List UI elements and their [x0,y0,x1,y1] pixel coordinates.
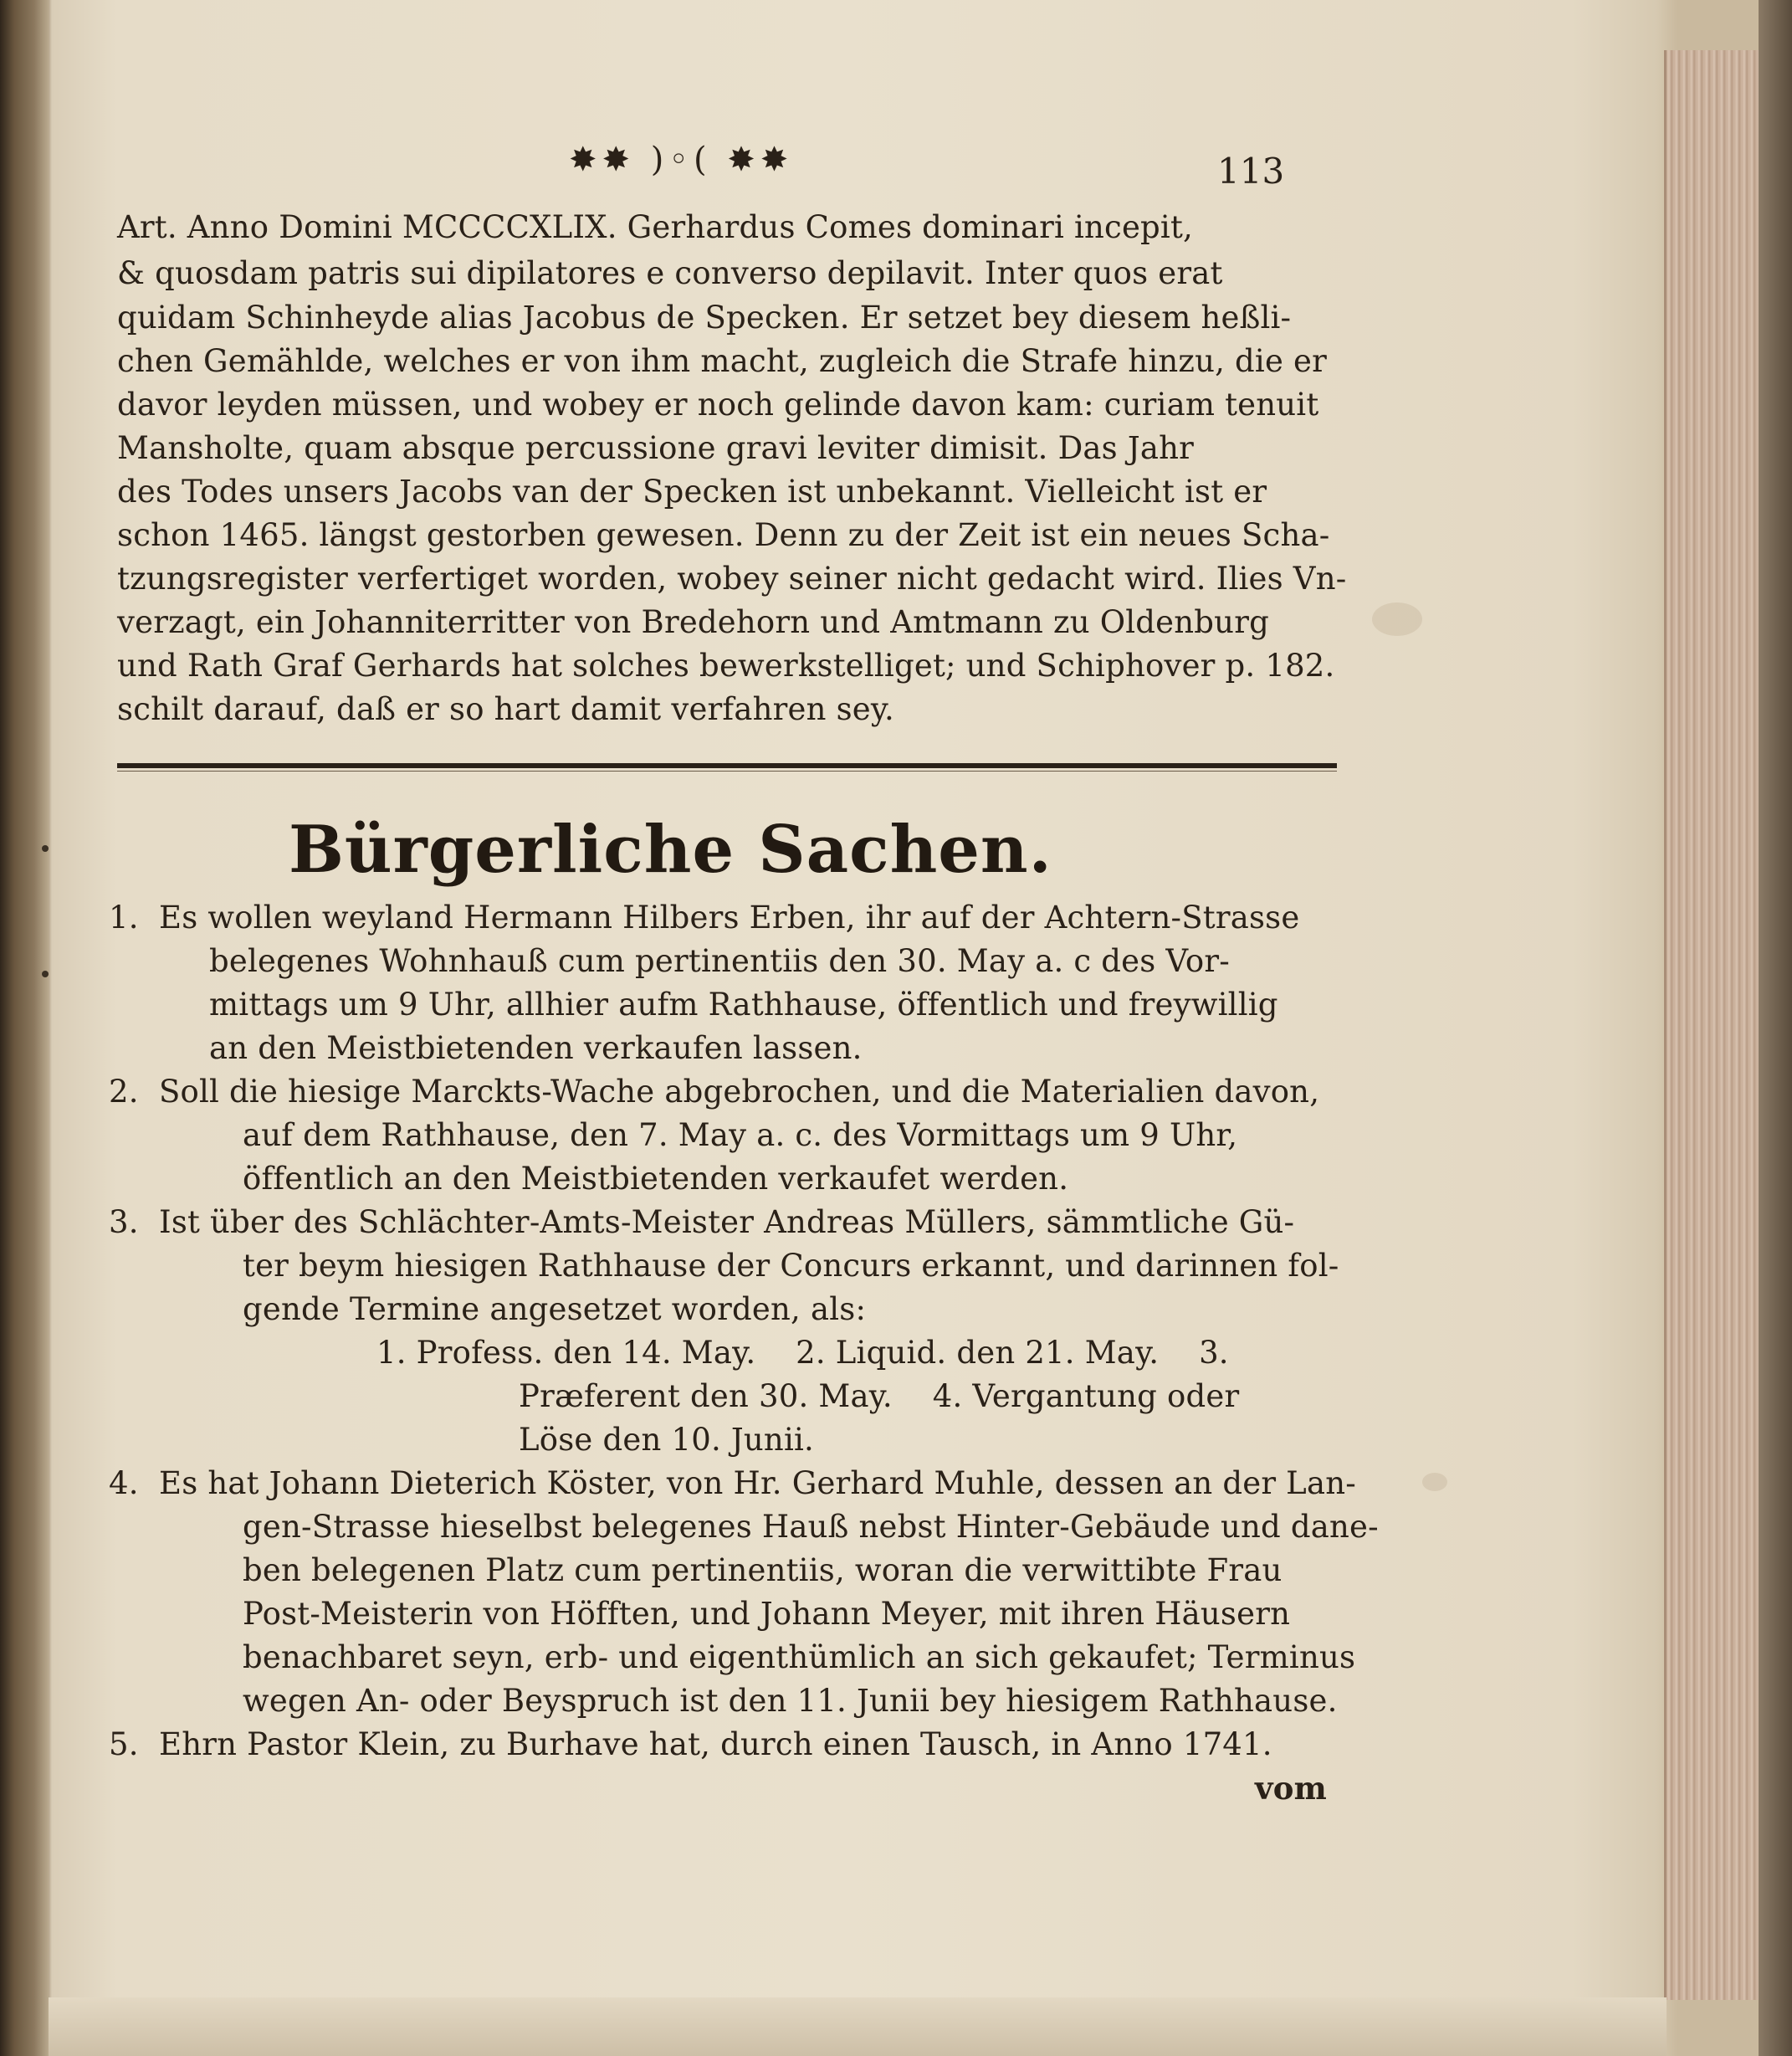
paragraph-line: verzagt, ein Johanniterritter von Bredehorn und Amtmann zu Oldenburg [117,604,1269,640]
item-line: Es hat Johann Dieterich Köster, von Hr. Gerhard Muhle, dessen an der Lan- [159,1465,1356,1501]
paragraph-line: schon 1465. längst gestorben gewesen. Denn zu der Zeit ist ein neues Scha- [117,517,1330,553]
item-line: 1. Profess. den 14. May. 2. Liquid. den 21. May. 3. [376,1335,1229,1371]
page-bottom-edge [49,1997,1667,2056]
item-line: Löse den 10. Junii. [519,1422,814,1458]
scan-background-right [1759,0,1792,2056]
book-binding [0,0,49,2056]
paragraph-line: chen Gemählde, welches er von ihm macht, zugleich die Strafe hinzu, die er [117,343,1327,379]
paragraph-line: schilt darauf, daß er so hart damit verfahren sey. [117,691,895,727]
ink-speck [42,971,49,977]
ink-speck [42,845,49,852]
item-line: Soll die hiesige Marckts-Wache abgebrochen, und die Materialien davon, [159,1074,1320,1110]
item-line: belegenes Wohnhauß cum pertinentiis den 30. May a. c des Vor- [209,943,1230,979]
paragraph-line: tzungsregister verfertiget worden, wobey seiner nicht gedacht wird. Ilies Vn- [117,561,1347,597]
item-line: ben belegenen Platz cum pertinentiis, woran die verwittibte Frau [243,1552,1283,1588]
paragraph-line: des Todes unsers Jacobs van der Specken ist unbekannt. Vielleicht ist er [117,474,1267,510]
item-line: Ehrn Pastor Klein, zu Burhave hat, durch einen Tausch, in Anno 1741. [159,1726,1272,1762]
item-line: Ist über des Schlächter-Amts-Meister Andreas Müllers, sämmtliche Gü- [159,1204,1295,1240]
paper-stain [1422,1473,1447,1491]
item-number: 4. [109,1465,139,1501]
item-line: Post-Meisterin von Höfften, und Johann Meyer, mit ihren Häusern [243,1596,1291,1632]
item-number: 5. [109,1726,139,1762]
section-divider [117,763,1337,768]
paragraph-line: und Rath Graf Gerhards hat solches bewerkstelliget; und Schiphover p. 182. [117,648,1335,684]
item-line: gen-Strasse hieselbst belegenes Hauß nebst Hinter-Gebäude und dane- [243,1509,1379,1545]
item-line: öffentlich an den Meistbietenden verkaufet werden. [243,1161,1069,1197]
item-number: 3. [109,1204,139,1240]
paper-stain [1372,602,1422,636]
item-line: an den Meistbietenden verkaufen lassen. [209,1030,863,1066]
paragraph-line: Art. Anno Domini MCCCCXLIX. Gerhardus Comes dominari incepit, [117,209,1193,245]
section-divider-thin [117,771,1337,772]
paragraph-line: davor leyden müssen, und wobey er noch gelinde davon kam: curiam tenuit [117,387,1319,423]
catchword: vom [1255,1770,1327,1807]
item-line: benachbaret seyn, erb- und eigenthümlich an sich gekaufet; Terminus [243,1639,1356,1675]
item-line: auf dem Rathhause, den 7. May a. c. des Vormittags um 9 Uhr, [243,1117,1238,1153]
paragraph-line: Mansholte, quam absque percussione gravi leviter dimisit. Das Jahr [117,430,1195,466]
item-number: 2. [109,1074,139,1110]
item-number: 1. [109,900,139,936]
section-title: Bürgerliche Sachen. [289,812,1052,888]
item-line: Es wollen weyland Hermann Hilbers Erben, ihr auf der Achtern-Strasse [159,900,1300,936]
paragraph-line: quidam Schinheyde alias Jacobus de Specken. Er setzet bey diesem heßli- [117,300,1292,336]
item-line: Præferent den 30. May. 4. Vergantung oder [519,1378,1240,1414]
item-line: gende Termine angesetzet worden, als: [243,1291,867,1327]
page-number: 113 [1217,151,1285,192]
item-line: ter beym hiesigen Rathhause der Concurs erkannt, und darinnen fol- [243,1248,1339,1284]
item-line: mittags um 9 Uhr, allhier aufm Rathhause, öffentlich und freywillig [209,987,1278,1023]
paragraph-line: & quosdam patris sui dipilatores e converso depilavit. Inter quos erat [117,255,1223,291]
page-header-ornament: ✸✸ )◦( ✸✸ [569,141,794,179]
item-line: wegen An- oder Beyspruch ist den 11. Junii bey hiesigem Rathhause. [243,1683,1338,1719]
